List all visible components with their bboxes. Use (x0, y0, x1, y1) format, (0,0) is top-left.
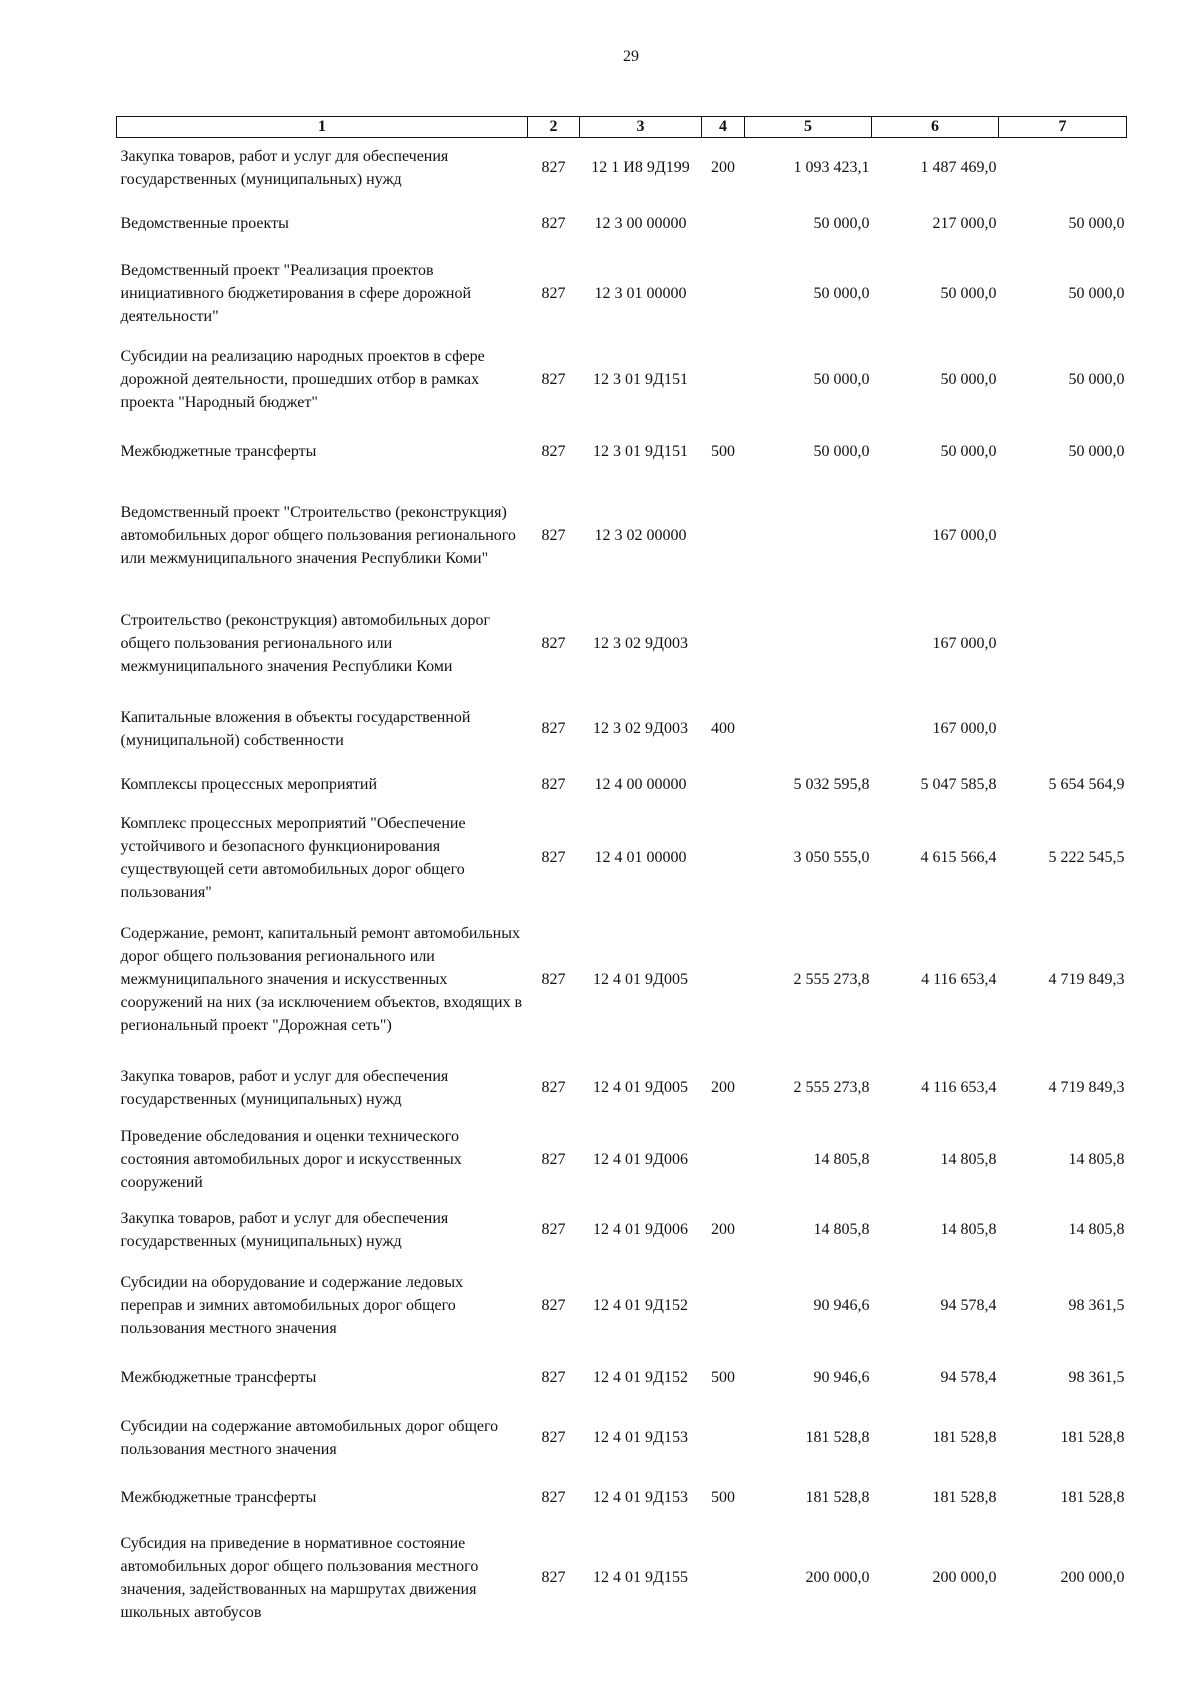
row-expense-type (702, 482, 745, 590)
row-ministry-code: 827 (541, 849, 566, 866)
row-expense-type (702, 338, 745, 422)
row-value-7: 200 000,0 (1060, 1569, 1125, 1586)
row-ministry-code: 827 (541, 635, 566, 652)
row-value-5: 2 555 273,8 (793, 1079, 870, 1096)
row-description: Ведомственный проект "Строительство (реконструкция) автомобильных дорог общего пользования регионального или межмуниципального значения Республики Коми" (120, 504, 516, 567)
row-value-5: 50 000,0 (813, 215, 870, 232)
row-value-6: 94 578,4 (940, 1297, 997, 1314)
table-row (117, 138, 1127, 198)
row-value-6: 50 000,0 (940, 443, 997, 460)
row-expense-type (702, 250, 745, 338)
row-value-5: 90 946,6 (813, 1297, 870, 1314)
row-value-6: 167 000,0 (932, 720, 997, 737)
table-row (117, 1526, 1127, 1630)
row-expense-type: 500 (711, 1489, 735, 1506)
row-value-7: 5 654 564,9 (1048, 776, 1125, 793)
row-value-7: 4 719 849,3 (1048, 971, 1125, 988)
row-target-article: 12 3 00 00000 (594, 215, 687, 232)
table-row (117, 250, 1127, 338)
row-target-article: 12 3 01 00000 (594, 285, 687, 302)
row-value-6: 14 805,8 (940, 1151, 997, 1168)
row-value-6: 181 528,8 (932, 1489, 997, 1506)
row-value-7: 98 361,5 (1068, 1369, 1125, 1386)
row-value-7: 5 222 545,5 (1048, 849, 1125, 866)
row-expense-type: 200 (711, 159, 735, 177)
row-description: Субсидии на оборудование и содержание ледовых переправ и зимних автомобильных дорог общего пользования местного значения (120, 1274, 464, 1337)
row-ministry-code: 827 (541, 1429, 566, 1446)
row-description: Межбюджетные трансферты (120, 443, 317, 460)
row-target-article: 12 4 01 9Д153 (593, 1429, 688, 1446)
row-value-6: 167 000,0 (932, 635, 997, 652)
row-ministry-code: 827 (541, 1489, 566, 1506)
row-value-5: 200 000,0 (805, 1569, 870, 1586)
row-description: Проведение обследования и оценки технического состояния автомобильных дорог и искусственных сооружений (120, 1128, 462, 1191)
row-value-7 (999, 590, 1127, 698)
row-value-7: 181 528,8 (1060, 1429, 1125, 1446)
row-ministry-code: 827 (541, 159, 566, 177)
row-value-5: 50 000,0 (813, 371, 870, 388)
row-value-5 (745, 698, 872, 760)
row-expense-type: 200 (711, 1221, 735, 1238)
row-value-5: 2 555 273,8 (793, 971, 870, 988)
row-target-article: 12 4 01 9Д155 (593, 1569, 688, 1586)
row-expense-type: 400 (711, 720, 735, 737)
row-description: Субсидия на приведение в нормативное состояние автомобильных дорог общего пользования местного значения, задействованных на маршрутах движения школьных автобусов (120, 1534, 479, 1621)
row-value-5: 181 528,8 (805, 1429, 870, 1446)
row-description: Строительство (реконструкция) автомобильных дорог общего пользования регионального или межмуниципального значения Республики Коми (120, 612, 491, 675)
row-expense-type: 500 (711, 443, 735, 460)
row-expense-type (702, 1262, 745, 1350)
row-value-6: 4 116 653,4 (921, 1079, 997, 1096)
row-target-article: 12 4 00 00000 (594, 776, 687, 793)
table-row (117, 1122, 1127, 1198)
row-description: Межбюджетные трансферты (120, 1369, 317, 1386)
table-row (117, 810, 1127, 906)
table-row (117, 1406, 1127, 1470)
row-target-article: 12 4 01 9Д152 (593, 1297, 688, 1314)
row-value-7: 50 000,0 (1068, 285, 1125, 302)
column-header-4: 4 (702, 117, 745, 138)
row-target-article: 12 4 01 00000 (594, 849, 687, 866)
row-description: Закупка товаров, работ и услуг для обеспечения государственных (муниципальных) нужд (120, 1067, 449, 1108)
row-description: Закупка товаров, работ и услуг для обеспечения государственных (муниципальных) нужд (120, 147, 449, 188)
row-target-article: 12 4 01 9Д006 (593, 1151, 688, 1168)
row-ministry-code: 827 (541, 1569, 566, 1586)
row-value-6: 14 805,8 (940, 1221, 997, 1238)
row-ministry-code: 827 (541, 971, 566, 988)
row-value-6: 4 615 566,4 (920, 849, 997, 866)
row-description: Капитальные вложения в объекты государственной (муниципальной) собственности (120, 708, 471, 749)
row-target-article: 12 3 02 9Д003 (593, 635, 688, 652)
row-ministry-code: 827 (541, 1221, 566, 1238)
row-description: Субсидии на реализацию народных проектов в сфере дорожной деятельности, прошедших отбор в рамках проекта "Народный бюджет" (120, 348, 485, 411)
row-ministry-code: 827 (541, 215, 566, 232)
table-row (117, 198, 1127, 250)
row-target-article: 12 4 01 9Д006 (593, 1221, 688, 1238)
row-target-article: 12 4 01 9Д152 (593, 1369, 688, 1386)
table-row (117, 1470, 1127, 1526)
row-value-7: 14 805,8 (1068, 1151, 1125, 1168)
row-expense-type (702, 810, 745, 906)
row-value-6: 1 487 469,0 (920, 159, 997, 177)
column-header-5: 5 (745, 117, 872, 138)
row-expense-type: 500 (711, 1369, 735, 1386)
row-target-article: 12 3 02 00000 (594, 527, 687, 544)
row-value-7 (999, 482, 1127, 590)
row-value-6: 5 047 585,8 (920, 776, 997, 793)
row-description: Содержание, ремонт, капитальный ремонт автомобильных дорог общего пользования регионального или межмуниципального значения и искусственных сооружений на них (за исключением объектов, входящих в региональный проект "Дорожная сеть") (120, 925, 523, 1034)
table-row (117, 338, 1127, 422)
row-value-5: 5 032 595,8 (793, 776, 870, 793)
row-value-7: 181 528,8 (1060, 1489, 1125, 1506)
table-row (117, 1054, 1127, 1122)
row-value-5: 14 805,8 (813, 1221, 870, 1238)
row-ministry-code: 827 (541, 371, 566, 388)
row-target-article: 12 1 И8 9Д199 (591, 159, 690, 177)
row-expense-type (702, 760, 745, 810)
row-expense-type (702, 906, 745, 1054)
row-value-5: 50 000,0 (813, 285, 870, 302)
row-target-article: 12 3 01 9Д151 (593, 371, 688, 388)
row-ministry-code: 827 (541, 1297, 566, 1314)
row-value-5 (745, 482, 872, 590)
row-ministry-code: 827 (541, 443, 566, 460)
column-header-2: 2 (528, 117, 580, 138)
row-description: Закупка товаров, работ и услуг для обеспечения государственных (муниципальных) нужд (120, 1209, 449, 1250)
row-value-6: 94 578,4 (940, 1369, 997, 1386)
row-value-5: 50 000,0 (813, 443, 870, 460)
row-value-6: 50 000,0 (940, 285, 997, 302)
row-ministry-code: 827 (541, 1369, 566, 1386)
table-row (117, 422, 1127, 482)
row-value-5: 14 805,8 (813, 1151, 870, 1168)
row-target-article: 12 3 02 9Д003 (593, 720, 688, 737)
row-value-7: 4 719 849,3 (1048, 1079, 1125, 1096)
table-row (117, 760, 1127, 810)
row-description: Комплекс процессных мероприятий "Обеспечение устойчивого и безопасного функционирования существующей сети автомобильных дорог общего пользования" (120, 814, 466, 901)
row-description: Субсидии на содержание автомобильных дорог общего пользования местного значения (120, 1417, 499, 1458)
row-expense-type: 200 (711, 1079, 735, 1096)
row-description: Комплексы процессных мероприятий (120, 776, 378, 793)
row-value-5 (745, 590, 872, 698)
row-ministry-code: 827 (541, 1151, 566, 1168)
column-header-1: 1 (117, 117, 528, 138)
row-value-7: 50 000,0 (1068, 371, 1125, 388)
row-description: Ведомственный проект "Реализация проектов инициативного бюджетирования в сфере дорожной деятельности" (120, 262, 472, 325)
row-value-6: 217 000,0 (932, 215, 997, 232)
row-value-7: 14 805,8 (1068, 1221, 1125, 1238)
row-value-5: 181 528,8 (805, 1489, 870, 1506)
row-ministry-code: 827 (541, 720, 566, 737)
table-row (117, 1198, 1127, 1262)
row-expense-type (702, 198, 745, 250)
row-value-7 (999, 698, 1127, 760)
budget-table (116, 116, 1127, 1630)
table-row (117, 1262, 1127, 1350)
table-row (117, 1350, 1127, 1406)
table-row (117, 698, 1127, 760)
column-header-7: 7 (999, 117, 1127, 138)
table-row (117, 482, 1127, 590)
row-value-7: 50 000,0 (1068, 215, 1125, 232)
table-row (117, 906, 1127, 1054)
row-target-article: 12 4 01 9Д005 (593, 1079, 688, 1096)
row-description: Ведомственные проекты (120, 215, 289, 232)
row-value-6: 167 000,0 (932, 527, 997, 544)
row-expense-type (702, 1526, 745, 1630)
row-value-6: 50 000,0 (940, 371, 997, 388)
row-expense-type (702, 1406, 745, 1470)
page-number: 29 (623, 48, 639, 65)
row-value-5: 90 946,6 (813, 1369, 870, 1386)
header-row (117, 117, 1127, 138)
row-value-5: 3 050 555,0 (793, 849, 870, 866)
row-value-7: 50 000,0 (1068, 443, 1125, 460)
row-value-6: 200 000,0 (932, 1569, 997, 1586)
row-description: Межбюджетные трансферты (120, 1489, 317, 1506)
row-value-5: 1 093 423,1 (793, 159, 870, 177)
column-header-3: 3 (580, 117, 702, 138)
row-ministry-code: 827 (541, 527, 566, 544)
table-row (117, 590, 1127, 698)
row-ministry-code: 827 (541, 285, 566, 302)
row-value-6: 181 528,8 (932, 1429, 997, 1446)
row-value-6: 4 116 653,4 (921, 971, 997, 988)
row-ministry-code: 827 (541, 1079, 566, 1096)
row-expense-type (702, 1122, 745, 1198)
row-value-7 (999, 138, 1127, 198)
row-ministry-code: 827 (541, 776, 566, 793)
row-value-7: 98 361,5 (1068, 1297, 1125, 1314)
row-target-article: 12 4 01 9Д005 (593, 971, 688, 988)
row-expense-type (702, 590, 745, 698)
column-header-6: 6 (872, 117, 999, 138)
row-target-article: 12 3 01 9Д151 (593, 443, 688, 460)
row-target-article: 12 4 01 9Д153 (593, 1489, 688, 1506)
